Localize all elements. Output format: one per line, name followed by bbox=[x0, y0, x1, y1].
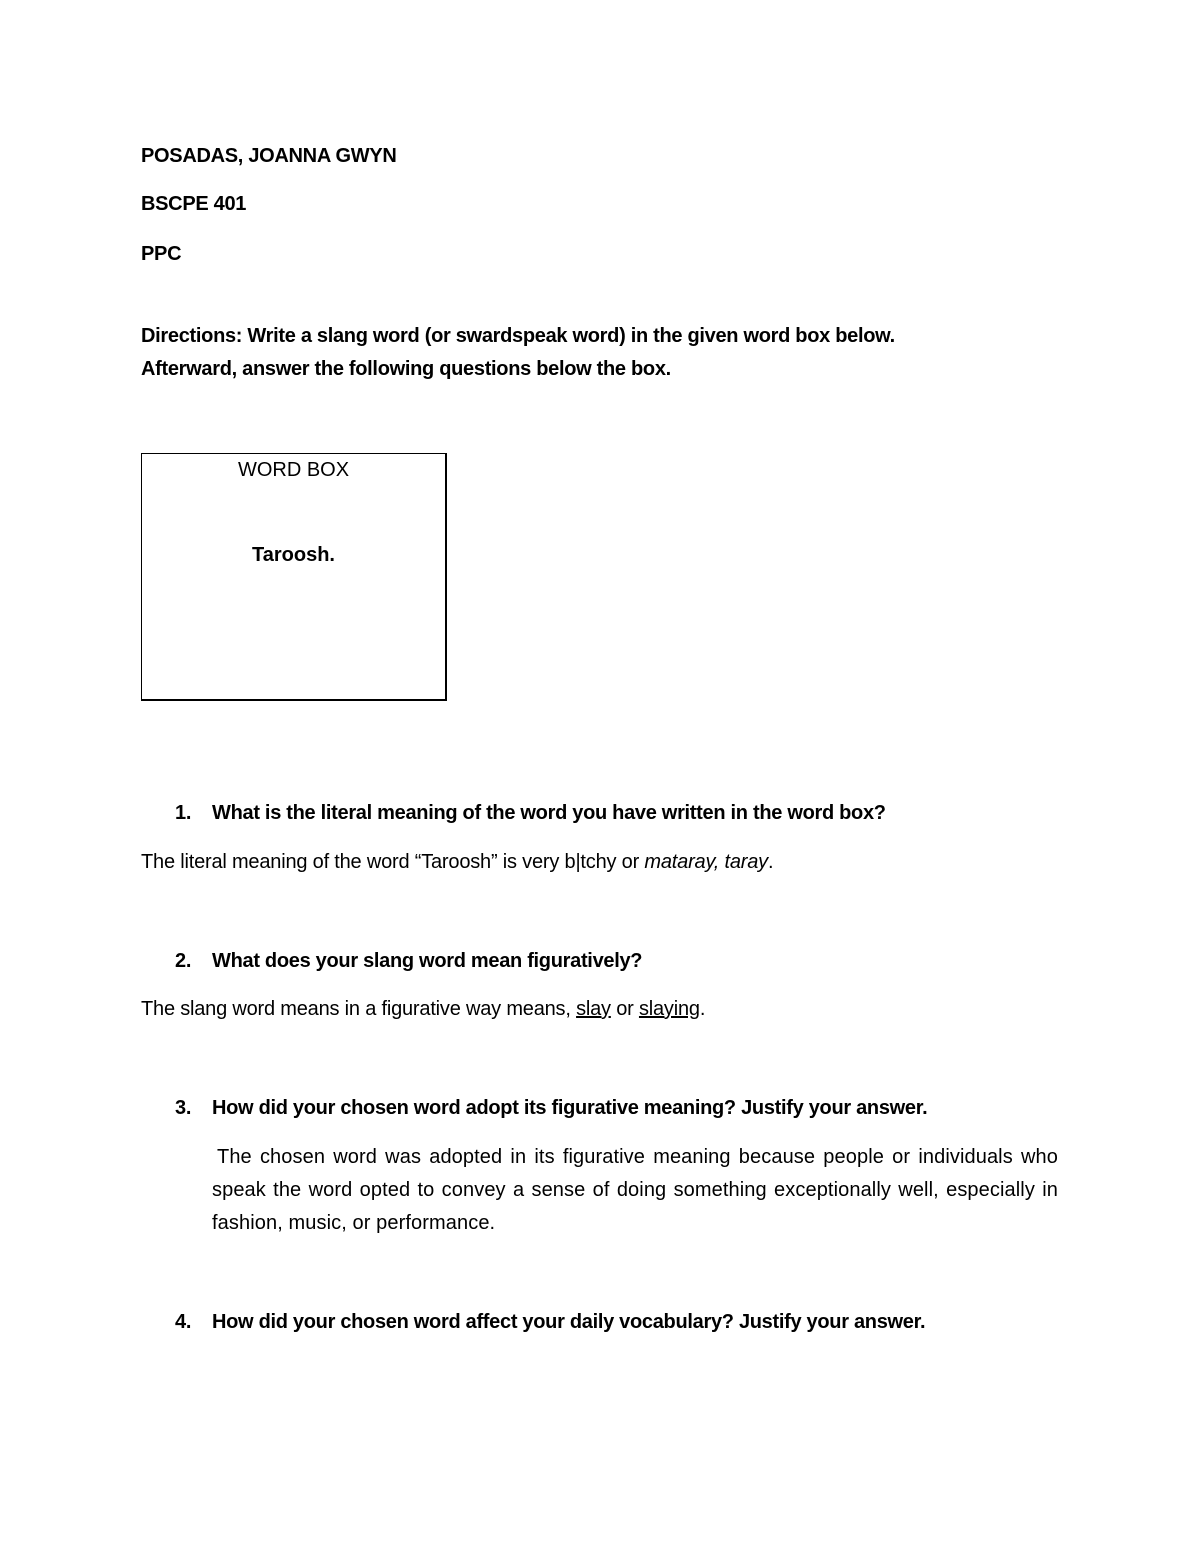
answer-2 bbox=[141, 998, 705, 1021]
question-2 bbox=[175, 950, 642, 973]
question-4-text: How did your chosen word affect your daily vocabulary? Justify your answer. bbox=[212, 1311, 926, 1333]
answer-1-suffix: . bbox=[767, 851, 774, 873]
directions-line-1: Directions: Write a slang word (or swardspeak word) in the given word box below. bbox=[141, 325, 895, 347]
answer-1 bbox=[141, 851, 773, 874]
question-2-text: What does your slang word mean figuratively? bbox=[212, 950, 643, 972]
answer-3: The chosen word was adopted in its figurative meaning because people or individuals who speak the word opted to convey a sense of doing something exceptionally well, especially in fashion, music, or performance. bbox=[212, 1146, 1058, 1234]
answer-2-mid: or bbox=[610, 998, 639, 1020]
word-box bbox=[141, 453, 447, 701]
directions-line-2: Afterward, answer the following questions below the box. bbox=[141, 358, 671, 380]
answer-2-suffix: . bbox=[699, 998, 706, 1020]
question-4-number: 4. bbox=[175, 1311, 192, 1333]
question-3-text: How did your chosen word adopt its figurative meaning? Justify your answer. bbox=[212, 1097, 928, 1119]
question-1-text: What is the literal meaning of the word you have written in the word box? bbox=[212, 802, 886, 824]
question-1 bbox=[175, 802, 886, 825]
subject-code: PPC bbox=[141, 243, 182, 265]
question-3-number: 3. bbox=[175, 1097, 192, 1119]
word-box-title: WORD BOX bbox=[237, 459, 350, 481]
answer-1-italic: mataray, taray bbox=[644, 851, 768, 873]
answer-2-prefix: The slang word means in a figurative way means, bbox=[141, 998, 577, 1020]
question-4 bbox=[175, 1311, 925, 1334]
answer-2-underline-1: slay bbox=[576, 998, 611, 1020]
student-name: POSADAS, JOANNA GWYN bbox=[141, 145, 397, 167]
question-3 bbox=[175, 1097, 927, 1120]
answer-2-underline-2: slaying bbox=[638, 998, 700, 1020]
question-2-number: 2. bbox=[175, 950, 192, 972]
student-section: BSCPE 401 bbox=[141, 193, 247, 215]
question-1-number: 1. bbox=[175, 802, 192, 824]
word-box-word: Taroosh. bbox=[252, 544, 335, 566]
answer-1-prefix: The literal meaning of the word “Taroosh” is very b|tchy or bbox=[141, 851, 645, 873]
